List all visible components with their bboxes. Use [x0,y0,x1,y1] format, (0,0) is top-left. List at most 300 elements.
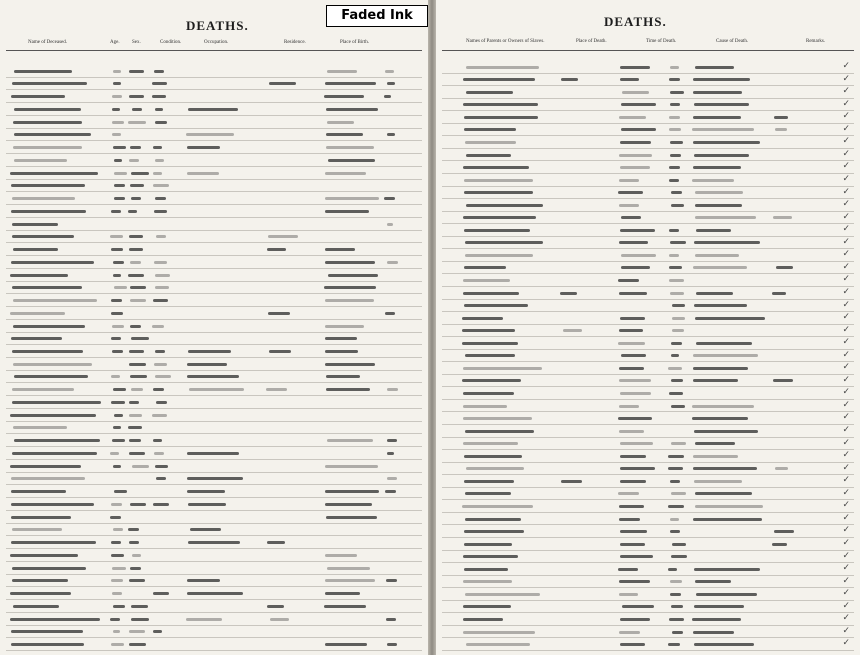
handwritten-stroke [696,292,733,295]
handwritten-stroke [466,204,544,207]
book-gutter [428,0,436,655]
handwritten-stroke [12,223,58,226]
handwritten-stroke [466,66,540,69]
handwritten-stroke [620,543,645,546]
handwritten-stroke [112,108,120,111]
handwritten-stroke [465,593,540,596]
ledger-row [442,600,854,614]
handwritten-stroke [325,325,364,328]
handwritten-stroke [113,528,123,531]
handwritten-stroke [187,452,239,455]
check-mark-icon: ✓ [842,537,850,548]
handwritten-stroke [621,128,656,131]
handwritten-stroke [669,116,680,119]
handwritten-stroke [618,417,652,420]
handwritten-stroke [619,292,647,295]
ledger-row [442,487,854,501]
handwritten-stroke [387,439,397,442]
ledger-row [6,625,422,639]
handwritten-stroke [621,266,650,269]
handwritten-stroke [695,254,739,257]
handwritten-stroke [462,505,533,508]
handwritten-stroke [618,568,638,571]
ledger-row [6,612,422,626]
ledger-row [442,349,854,363]
handwritten-stroke [14,375,88,378]
handwritten-stroke [670,141,684,144]
ledger-row [442,311,854,325]
ledger-row [442,110,854,124]
handwritten-stroke [325,554,357,557]
handwritten-stroke [113,388,126,391]
handwritten-stroke [695,204,743,207]
handwritten-stroke [695,492,752,495]
handwritten-stroke [462,329,515,332]
handwritten-stroke [188,541,240,544]
handwritten-stroke [112,121,124,124]
handwritten-stroke [694,480,742,483]
handwritten-stroke [463,405,508,408]
handwritten-stroke [114,184,126,187]
handwritten-stroke [670,91,684,94]
handwritten-stroke [465,492,511,495]
ledger-row [442,60,854,74]
handwritten-stroke [464,179,533,182]
handwritten-stroke [156,401,167,404]
handwritten-stroke [187,592,243,595]
handwritten-stroke [464,266,506,269]
ledger-row [442,236,854,250]
handwritten-stroke [618,492,639,495]
handwritten-stroke [188,108,238,111]
faded-ink-label: Faded Ink [326,5,428,27]
right-page-title: DEATHS. [604,14,667,29]
handwritten-stroke [620,530,647,533]
handwritten-stroke [464,191,532,194]
handwritten-stroke [111,248,123,251]
handwritten-stroke [670,241,686,244]
handwritten-stroke [11,630,83,633]
ledger-row [6,344,422,358]
ledger-row [6,548,422,562]
handwritten-stroke [112,567,126,570]
handwritten-stroke [11,503,94,506]
ledger-row [442,123,854,137]
check-mark-icon: ✓ [842,147,850,158]
handwritten-stroke [692,417,748,420]
handwritten-stroke [619,593,638,596]
handwritten-stroke [775,128,787,131]
handwritten-stroke [463,417,532,420]
handwritten-stroke [128,210,137,213]
handwritten-stroke [619,241,648,244]
handwritten-stroke [111,554,124,557]
ledger-row [442,361,854,375]
ledger-row [6,166,422,180]
handwritten-stroke [131,172,149,175]
check-mark-icon: ✓ [842,411,850,422]
handwritten-stroke [129,235,143,238]
handwritten-stroke [114,159,122,162]
handwritten-stroke [672,543,687,546]
ledger-row [6,472,422,486]
handwritten-stroke [112,325,124,328]
handwritten-stroke [693,78,750,81]
handwritten-stroke [465,430,534,433]
ledger-row [6,574,422,588]
ledger-row [6,637,422,651]
handwritten-stroke [465,518,520,521]
handwritten-stroke [327,567,370,570]
handwritten-stroke [671,191,683,194]
ledger-row [442,462,854,476]
handwritten-stroke [111,375,120,378]
handwritten-stroke [463,605,511,608]
handwritten-stroke [668,455,684,458]
handwritten-stroke [325,579,375,582]
handwritten-stroke [12,235,74,238]
handwritten-stroke [112,350,123,353]
handwritten-stroke [14,108,81,111]
handwritten-stroke [694,154,749,157]
handwritten-stroke [131,605,148,608]
handwritten-stroke [326,108,378,111]
ledger-row [6,204,422,218]
handwritten-stroke [561,480,582,483]
handwritten-stroke [620,229,655,232]
ledger-row [442,135,854,149]
ledger-row [442,562,854,576]
handwritten-stroke [187,172,219,175]
ledger-row [442,550,854,564]
handwritten-stroke [696,229,731,232]
ledger-row [442,273,854,287]
handwritten-stroke [387,133,395,136]
handwritten-stroke [464,455,522,458]
handwritten-stroke [129,401,139,404]
handwritten-stroke [775,467,788,470]
ledger-row [6,64,422,78]
ledger-row [442,437,854,451]
ledger-row [442,73,854,87]
handwritten-stroke [387,223,394,226]
handwritten-stroke [672,304,685,307]
ledger-row [6,382,422,396]
ledger-row [6,497,422,511]
check-mark-icon: ✓ [842,260,850,271]
handwritten-stroke [694,103,748,106]
handwritten-stroke [10,312,65,315]
handwritten-stroke [618,342,645,345]
handwritten-stroke [772,543,787,546]
handwritten-stroke [153,388,164,391]
handwritten-stroke [671,204,685,207]
handwritten-stroke [692,128,754,131]
handwritten-stroke [267,541,285,544]
handwritten-stroke [13,299,97,302]
handwritten-stroke [12,286,82,289]
ledger-row [6,268,422,282]
check-mark-icon: ✓ [842,449,850,460]
ledger-row [442,160,854,174]
handwritten-stroke [129,363,146,366]
handwritten-stroke [695,317,765,320]
handwritten-stroke [10,172,98,175]
handwritten-stroke [130,146,141,149]
handwritten-stroke [111,643,124,646]
ledger-row [442,248,854,262]
handwritten-stroke [188,503,226,506]
handwritten-stroke [620,442,653,445]
handwritten-stroke [153,146,162,149]
header-parents-or-owners: Names of Parents or Owners of Slaves. [466,39,545,44]
handwritten-stroke [464,229,530,232]
handwritten-stroke [155,465,169,468]
handwritten-stroke [155,108,164,111]
handwritten-stroke [465,141,516,144]
handwritten-stroke [465,354,515,357]
handwritten-stroke [129,414,142,417]
check-mark-icon: ✓ [842,273,850,284]
ledger-row [442,537,854,551]
handwritten-stroke [693,467,757,470]
check-mark-icon: ✓ [842,85,850,96]
handwritten-stroke [693,379,738,382]
ledger-row [6,217,422,231]
handwritten-stroke [130,299,146,302]
handwritten-stroke [671,342,683,345]
check-mark-icon: ✓ [842,122,850,133]
header-time-of-death: Time of Death. [646,39,677,44]
handwritten-stroke [128,274,144,277]
handwritten-stroke [267,605,284,608]
handwritten-stroke [619,116,645,119]
ledger-row [6,102,422,116]
handwritten-stroke [325,363,375,366]
handwritten-stroke [154,363,167,366]
handwritten-stroke [155,350,164,353]
check-mark-icon: ✓ [842,160,850,171]
handwritten-stroke [463,580,512,583]
ledger-row [6,433,422,447]
handwritten-stroke [325,592,360,595]
handwritten-stroke [14,70,72,73]
handwritten-stroke [12,567,87,570]
handwritten-stroke [130,261,140,264]
handwritten-stroke [462,317,502,320]
handwritten-stroke [112,592,122,595]
handwritten-stroke [464,568,508,571]
handwritten-stroke [110,452,119,455]
check-mark-icon: ✓ [842,599,850,610]
handwritten-stroke [128,121,146,124]
handwritten-stroke [466,643,530,646]
handwritten-stroke [12,401,101,404]
ledger-row [6,484,422,498]
handwritten-stroke [325,337,357,340]
handwritten-stroke [463,631,535,634]
check-mark-icon: ✓ [842,612,850,623]
ledger-row [6,599,422,613]
handwritten-stroke [112,133,121,136]
handwritten-stroke [695,505,763,508]
handwritten-stroke [113,70,121,73]
check-mark-icon: ✓ [842,474,850,485]
check-mark-icon: ✓ [842,486,850,497]
handwritten-stroke [132,554,142,557]
handwritten-stroke [622,91,649,94]
check-mark-icon: ✓ [842,248,850,259]
handwritten-stroke [387,82,396,85]
handwritten-stroke [155,375,171,378]
handwritten-stroke [773,216,792,219]
handwritten-stroke [328,159,375,162]
handwritten-stroke [325,299,374,302]
check-mark-icon: ✓ [842,386,850,397]
handwritten-stroke [325,490,379,493]
handwritten-stroke [692,179,734,182]
handwritten-stroke [113,630,121,633]
handwritten-stroke [669,279,683,282]
handwritten-stroke [693,91,742,94]
ledger-row [6,255,422,269]
handwritten-stroke [186,133,234,136]
handwritten-stroke [620,141,651,144]
check-mark-icon: ✓ [842,235,850,246]
handwritten-stroke [693,116,741,119]
handwritten-stroke [129,95,144,98]
handwritten-stroke [671,492,686,495]
handwritten-stroke [669,266,682,269]
handwritten-stroke [619,430,644,433]
handwritten-stroke [669,392,683,395]
header-cause-of-death: Cause of Death. [716,39,749,44]
handwritten-stroke [620,455,646,458]
ledger-row [6,242,422,256]
handwritten-stroke [619,405,639,408]
handwritten-stroke [693,631,734,634]
handwritten-stroke [129,541,139,544]
left-page [0,0,428,655]
handwritten-stroke [464,480,514,483]
check-mark-icon: ✓ [842,110,850,121]
handwritten-stroke [694,430,758,433]
handwritten-stroke [129,350,144,353]
check-mark-icon: ✓ [842,210,850,221]
ledger-row [442,499,854,513]
handwritten-stroke [132,465,150,468]
ledger-row [6,459,422,473]
handwritten-stroke [189,388,244,391]
handwritten-stroke [620,392,652,395]
ledger-row [442,324,854,338]
left-page-title: DEATHS. [186,18,249,33]
header-sex: Sex. [132,40,141,45]
ledger-row [6,89,422,103]
handwritten-stroke [152,95,166,98]
handwritten-stroke [324,95,363,98]
handwritten-stroke [672,329,684,332]
check-mark-icon: ✓ [842,624,850,635]
handwritten-stroke [672,317,685,320]
ledger-row [6,523,422,537]
handwritten-stroke [131,388,143,391]
header-residence: Residence. [284,40,306,45]
handwritten-stroke [670,66,678,69]
check-mark-icon: ✓ [842,298,850,309]
ledger-row [6,153,422,167]
handwritten-stroke [114,197,125,200]
handwritten-stroke [155,197,166,200]
handwritten-stroke [113,82,120,85]
handwritten-stroke [155,159,164,162]
handwritten-stroke [324,286,376,289]
handwritten-stroke [326,375,360,378]
handwritten-stroke [619,631,641,634]
handwritten-stroke [670,593,681,596]
check-mark-icon: ✓ [842,348,850,359]
handwritten-stroke [693,141,760,144]
handwritten-stroke [12,528,61,531]
check-mark-icon: ✓ [842,198,850,209]
handwritten-stroke [326,388,371,391]
handwritten-stroke [187,477,243,480]
handwritten-stroke [620,618,649,621]
handwritten-stroke [113,261,125,264]
handwritten-stroke [387,261,398,264]
handwritten-stroke [327,439,374,442]
ledger-row [6,230,422,244]
ledger-row [442,223,854,237]
handwritten-stroke [110,618,120,621]
handwritten-stroke [465,241,543,244]
handwritten-stroke [622,605,654,608]
handwritten-stroke [669,254,679,257]
handwritten-stroke [269,82,296,85]
ledger-row [442,148,854,162]
handwritten-stroke [670,103,680,106]
check-mark-icon: ✓ [842,436,850,447]
handwritten-stroke [669,229,679,232]
handwritten-stroke [113,465,121,468]
handwritten-stroke [463,216,537,219]
header-name-of-deceased: Name of Deceased. [28,40,68,45]
ledger-row [6,446,422,460]
check-mark-icon: ✓ [842,72,850,83]
handwritten-stroke [696,593,757,596]
ledger-row [6,179,422,193]
ledger-row [442,524,854,538]
ledger-row [6,191,422,205]
handwritten-stroke [463,78,535,81]
handwritten-stroke [11,261,94,264]
handwritten-stroke [774,530,794,533]
handwritten-stroke [776,266,794,269]
handwritten-stroke [774,116,788,119]
handwritten-stroke [11,210,86,213]
check-mark-icon: ✓ [842,562,850,573]
handwritten-stroke [153,630,162,633]
ledger-row [6,510,422,524]
handwritten-stroke [671,442,686,445]
handwritten-stroke [268,312,291,315]
handwritten-stroke [619,179,639,182]
handwritten-stroke [462,342,518,345]
handwritten-stroke [114,286,127,289]
handwritten-stroke [619,204,639,207]
handwritten-stroke [111,503,122,506]
handwritten-stroke [670,480,681,483]
